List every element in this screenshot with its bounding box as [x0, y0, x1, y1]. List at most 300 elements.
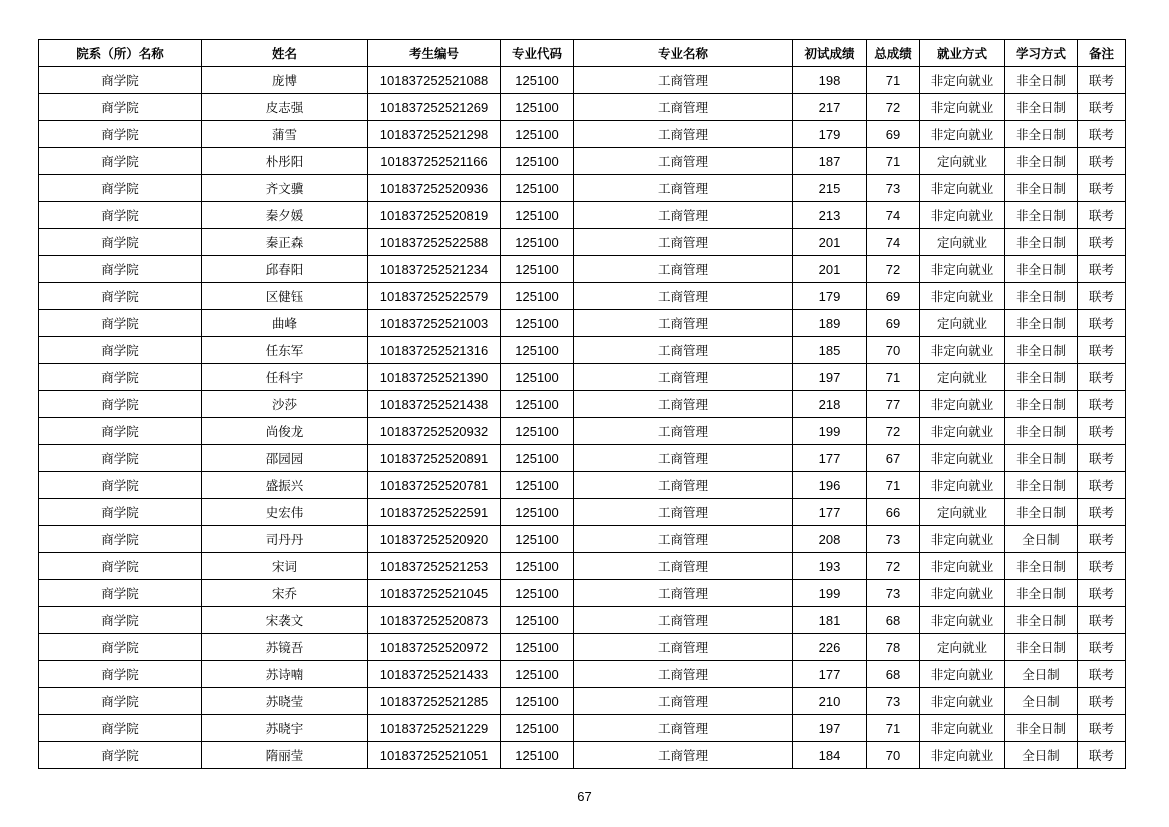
- column-header-major-name: 专业名称: [574, 40, 793, 67]
- column-header-prelim-score: 初试成绩: [793, 40, 867, 67]
- cell-major-code: 125100: [501, 148, 574, 175]
- cell-name: 区健钰: [202, 283, 368, 310]
- cell-candidate-id: 101837252520972: [368, 634, 501, 661]
- cell-name: 苏晓莹: [202, 688, 368, 715]
- cell-employment-type: 非定向就业: [920, 175, 1005, 202]
- cell-major-name: 工商管理: [574, 175, 793, 202]
- cell-name: 庞博: [202, 67, 368, 94]
- cell-study-mode: 非全日制: [1005, 121, 1078, 148]
- cell-total-score: 73: [867, 526, 920, 553]
- table-row: [39, 148, 1126, 175]
- cell-name: 苏诗喃: [202, 661, 368, 688]
- cell-total-score: 70: [867, 742, 920, 769]
- cell-study-mode: 非全日制: [1005, 364, 1078, 391]
- cell-employment-type: 非定向就业: [920, 418, 1005, 445]
- cell-candidate-id: 101837252521253: [368, 553, 501, 580]
- table-body: [39, 67, 1126, 769]
- table-row: [39, 229, 1126, 256]
- cell-total-score: 69: [867, 310, 920, 337]
- cell-prelim-score: 215: [793, 175, 867, 202]
- cell-study-mode: 非全日制: [1005, 553, 1078, 580]
- cell-total-score: 71: [867, 148, 920, 175]
- cell-major-name: 工商管理: [574, 580, 793, 607]
- cell-total-score: 67: [867, 445, 920, 472]
- cell-prelim-score: 218: [793, 391, 867, 418]
- cell-major-name: 工商管理: [574, 499, 793, 526]
- cell-study-mode: 全日制: [1005, 526, 1078, 553]
- cell-prelim-score: 201: [793, 256, 867, 283]
- cell-department: 商学院: [39, 202, 202, 229]
- table-row: [39, 580, 1126, 607]
- cell-major-name: 工商管理: [574, 526, 793, 553]
- cell-name: 宋袭文: [202, 607, 368, 634]
- cell-major-name: 工商管理: [574, 742, 793, 769]
- cell-total-score: 72: [867, 553, 920, 580]
- cell-major-name: 工商管理: [574, 67, 793, 94]
- cell-name: 苏镜吾: [202, 634, 368, 661]
- cell-candidate-id: 101837252521166: [368, 148, 501, 175]
- cell-name: 秦夕媛: [202, 202, 368, 229]
- cell-major-code: 125100: [501, 121, 574, 148]
- cell-employment-type: 非定向就业: [920, 445, 1005, 472]
- cell-candidate-id: 101837252521298: [368, 121, 501, 148]
- column-header-name: 姓名: [202, 40, 368, 67]
- cell-remarks: 联考: [1078, 418, 1126, 445]
- cell-name: 任东军: [202, 337, 368, 364]
- cell-candidate-id: 101837252521003: [368, 310, 501, 337]
- cell-study-mode: 非全日制: [1005, 67, 1078, 94]
- column-header-total-score: 总成绩: [867, 40, 920, 67]
- cell-major-code: 125100: [501, 310, 574, 337]
- cell-major-code: 125100: [501, 283, 574, 310]
- cell-employment-type: 非定向就业: [920, 121, 1005, 148]
- cell-remarks: 联考: [1078, 283, 1126, 310]
- cell-department: 商学院: [39, 688, 202, 715]
- cell-major-name: 工商管理: [574, 337, 793, 364]
- cell-name: 盛振兴: [202, 472, 368, 499]
- table-row: [39, 310, 1126, 337]
- cell-prelim-score: 193: [793, 553, 867, 580]
- cell-remarks: 联考: [1078, 553, 1126, 580]
- cell-remarks: 联考: [1078, 526, 1126, 553]
- table-row: [39, 499, 1126, 526]
- cell-employment-type: 非定向就业: [920, 742, 1005, 769]
- cell-total-score: 73: [867, 580, 920, 607]
- column-header-study-mode: 学习方式: [1005, 40, 1078, 67]
- cell-employment-type: 非定向就业: [920, 661, 1005, 688]
- cell-major-code: 125100: [501, 175, 574, 202]
- cell-name: 宋词: [202, 553, 368, 580]
- cell-name: 沙莎: [202, 391, 368, 418]
- table-row: [39, 445, 1126, 472]
- admission-list-table: [38, 39, 1126, 769]
- cell-candidate-id: 101837252521285: [368, 688, 501, 715]
- cell-study-mode: 非全日制: [1005, 580, 1078, 607]
- cell-candidate-id: 101837252520781: [368, 472, 501, 499]
- cell-prelim-score: 226: [793, 634, 867, 661]
- cell-remarks: 联考: [1078, 688, 1126, 715]
- cell-total-score: 78: [867, 634, 920, 661]
- cell-major-code: 125100: [501, 256, 574, 283]
- cell-major-name: 工商管理: [574, 202, 793, 229]
- cell-department: 商学院: [39, 742, 202, 769]
- cell-study-mode: 非全日制: [1005, 391, 1078, 418]
- cell-total-score: 73: [867, 175, 920, 202]
- cell-employment-type: 非定向就业: [920, 202, 1005, 229]
- table-row: [39, 553, 1126, 580]
- cell-study-mode: 全日制: [1005, 688, 1078, 715]
- cell-total-score: 68: [867, 607, 920, 634]
- cell-study-mode: 非全日制: [1005, 148, 1078, 175]
- cell-remarks: 联考: [1078, 742, 1126, 769]
- cell-total-score: 70: [867, 337, 920, 364]
- cell-employment-type: 非定向就业: [920, 94, 1005, 121]
- cell-candidate-id: 101837252521390: [368, 364, 501, 391]
- cell-name: 苏晓宇: [202, 715, 368, 742]
- column-header-remarks: 备注: [1078, 40, 1126, 67]
- cell-employment-type: 非定向就业: [920, 553, 1005, 580]
- cell-candidate-id: 101837252520873: [368, 607, 501, 634]
- cell-prelim-score: 198: [793, 67, 867, 94]
- cell-remarks: 联考: [1078, 310, 1126, 337]
- cell-employment-type: 非定向就业: [920, 688, 1005, 715]
- cell-name: 朴彤阳: [202, 148, 368, 175]
- cell-department: 商学院: [39, 472, 202, 499]
- cell-department: 商学院: [39, 175, 202, 202]
- cell-study-mode: 非全日制: [1005, 202, 1078, 229]
- cell-candidate-id: 101837252520891: [368, 445, 501, 472]
- cell-candidate-id: 101837252521316: [368, 337, 501, 364]
- table-row: [39, 202, 1126, 229]
- cell-remarks: 联考: [1078, 175, 1126, 202]
- cell-candidate-id: 101837252522579: [368, 283, 501, 310]
- cell-remarks: 联考: [1078, 121, 1126, 148]
- cell-remarks: 联考: [1078, 607, 1126, 634]
- cell-study-mode: 非全日制: [1005, 445, 1078, 472]
- cell-employment-type: 非定向就业: [920, 607, 1005, 634]
- cell-major-name: 工商管理: [574, 256, 793, 283]
- cell-major-name: 工商管理: [574, 661, 793, 688]
- cell-employment-type: 定向就业: [920, 148, 1005, 175]
- cell-name: 史宏伟: [202, 499, 368, 526]
- cell-candidate-id: 101837252522588: [368, 229, 501, 256]
- cell-study-mode: 非全日制: [1005, 418, 1078, 445]
- table-header-row: [39, 40, 1126, 67]
- cell-total-score: 66: [867, 499, 920, 526]
- cell-employment-type: 非定向就业: [920, 337, 1005, 364]
- cell-department: 商学院: [39, 580, 202, 607]
- cell-employment-type: 定向就业: [920, 364, 1005, 391]
- cell-department: 商学院: [39, 715, 202, 742]
- cell-remarks: 联考: [1078, 337, 1126, 364]
- cell-remarks: 联考: [1078, 148, 1126, 175]
- cell-department: 商学院: [39, 364, 202, 391]
- cell-total-score: 71: [867, 715, 920, 742]
- cell-remarks: 联考: [1078, 634, 1126, 661]
- cell-employment-type: 非定向就业: [920, 256, 1005, 283]
- cell-total-score: 71: [867, 67, 920, 94]
- cell-major-name: 工商管理: [574, 418, 793, 445]
- cell-candidate-id: 101837252521229: [368, 715, 501, 742]
- table-row: [39, 364, 1126, 391]
- cell-remarks: 联考: [1078, 202, 1126, 229]
- column-header-candidate-id: 考生编号: [368, 40, 501, 67]
- cell-prelim-score: 213: [793, 202, 867, 229]
- cell-employment-type: 非定向就业: [920, 580, 1005, 607]
- cell-study-mode: 非全日制: [1005, 607, 1078, 634]
- cell-major-name: 工商管理: [574, 364, 793, 391]
- cell-name: 尚俊龙: [202, 418, 368, 445]
- cell-major-name: 工商管理: [574, 283, 793, 310]
- cell-total-score: 72: [867, 94, 920, 121]
- cell-study-mode: 全日制: [1005, 742, 1078, 769]
- cell-employment-type: 非定向就业: [920, 283, 1005, 310]
- cell-name: 司丹丹: [202, 526, 368, 553]
- column-header-employment-type: 就业方式: [920, 40, 1005, 67]
- cell-major-code: 125100: [501, 553, 574, 580]
- table-row: [39, 337, 1126, 364]
- cell-candidate-id: 101837252521269: [368, 94, 501, 121]
- cell-name: 任科宇: [202, 364, 368, 391]
- cell-prelim-score: 177: [793, 499, 867, 526]
- table-row: [39, 121, 1126, 148]
- cell-total-score: 69: [867, 121, 920, 148]
- cell-prelim-score: 177: [793, 445, 867, 472]
- cell-major-code: 125100: [501, 472, 574, 499]
- cell-major-name: 工商管理: [574, 607, 793, 634]
- cell-prelim-score: 177: [793, 661, 867, 688]
- cell-employment-type: 非定向就业: [920, 67, 1005, 94]
- cell-employment-type: 非定向就业: [920, 391, 1005, 418]
- cell-candidate-id: 101837252520932: [368, 418, 501, 445]
- cell-major-code: 125100: [501, 202, 574, 229]
- cell-major-code: 125100: [501, 94, 574, 121]
- cell-candidate-id: 101837252522591: [368, 499, 501, 526]
- cell-prelim-score: 217: [793, 94, 867, 121]
- cell-department: 商学院: [39, 94, 202, 121]
- table-row: [39, 742, 1126, 769]
- cell-employment-type: 非定向就业: [920, 715, 1005, 742]
- cell-department: 商学院: [39, 121, 202, 148]
- table-row: [39, 634, 1126, 661]
- cell-candidate-id: 101837252521088: [368, 67, 501, 94]
- cell-total-score: 71: [867, 472, 920, 499]
- cell-major-code: 125100: [501, 526, 574, 553]
- cell-total-score: 72: [867, 418, 920, 445]
- cell-major-code: 125100: [501, 634, 574, 661]
- cell-employment-type: 定向就业: [920, 310, 1005, 337]
- cell-department: 商学院: [39, 337, 202, 364]
- cell-major-code: 125100: [501, 742, 574, 769]
- cell-name: 秦正森: [202, 229, 368, 256]
- cell-candidate-id: 101837252520920: [368, 526, 501, 553]
- table-row: [39, 67, 1126, 94]
- cell-remarks: 联考: [1078, 94, 1126, 121]
- cell-major-code: 125100: [501, 715, 574, 742]
- cell-major-name: 工商管理: [574, 121, 793, 148]
- cell-major-name: 工商管理: [574, 229, 793, 256]
- cell-candidate-id: 101837252520819: [368, 202, 501, 229]
- cell-department: 商学院: [39, 148, 202, 175]
- table-row: [39, 715, 1126, 742]
- cell-major-code: 125100: [501, 445, 574, 472]
- cell-department: 商学院: [39, 634, 202, 661]
- cell-study-mode: 非全日制: [1005, 94, 1078, 121]
- cell-major-name: 工商管理: [574, 688, 793, 715]
- cell-name: 宋乔: [202, 580, 368, 607]
- cell-prelim-score: 208: [793, 526, 867, 553]
- cell-prelim-score: 184: [793, 742, 867, 769]
- cell-major-name: 工商管理: [574, 94, 793, 121]
- cell-name: 邱春阳: [202, 256, 368, 283]
- cell-name: 蒲雪: [202, 121, 368, 148]
- cell-major-name: 工商管理: [574, 472, 793, 499]
- cell-department: 商学院: [39, 661, 202, 688]
- cell-study-mode: 非全日制: [1005, 283, 1078, 310]
- cell-candidate-id: 101837252521433: [368, 661, 501, 688]
- cell-candidate-id: 101837252521438: [368, 391, 501, 418]
- cell-prelim-score: 201: [793, 229, 867, 256]
- cell-name: 隋丽莹: [202, 742, 368, 769]
- table-row: [39, 661, 1126, 688]
- cell-remarks: 联考: [1078, 229, 1126, 256]
- cell-prelim-score: 185: [793, 337, 867, 364]
- cell-major-code: 125100: [501, 607, 574, 634]
- cell-prelim-score: 199: [793, 418, 867, 445]
- cell-major-code: 125100: [501, 337, 574, 364]
- cell-major-code: 125100: [501, 580, 574, 607]
- cell-study-mode: 非全日制: [1005, 634, 1078, 661]
- cell-remarks: 联考: [1078, 472, 1126, 499]
- table-row: [39, 472, 1126, 499]
- cell-employment-type: 非定向就业: [920, 472, 1005, 499]
- cell-department: 商学院: [39, 67, 202, 94]
- cell-remarks: 联考: [1078, 67, 1126, 94]
- cell-total-score: 69: [867, 283, 920, 310]
- cell-department: 商学院: [39, 499, 202, 526]
- cell-department: 商学院: [39, 607, 202, 634]
- cell-employment-type: 非定向就业: [920, 526, 1005, 553]
- cell-prelim-score: 189: [793, 310, 867, 337]
- cell-department: 商学院: [39, 256, 202, 283]
- cell-major-code: 125100: [501, 688, 574, 715]
- cell-name: 邵园园: [202, 445, 368, 472]
- cell-name: 齐文骥: [202, 175, 368, 202]
- cell-prelim-score: 179: [793, 283, 867, 310]
- cell-prelim-score: 197: [793, 715, 867, 742]
- cell-remarks: 联考: [1078, 256, 1126, 283]
- cell-study-mode: 非全日制: [1005, 229, 1078, 256]
- table-row: [39, 418, 1126, 445]
- cell-study-mode: 非全日制: [1005, 337, 1078, 364]
- cell-department: 商学院: [39, 283, 202, 310]
- cell-major-code: 125100: [501, 364, 574, 391]
- cell-prelim-score: 199: [793, 580, 867, 607]
- cell-candidate-id: 101837252521234: [368, 256, 501, 283]
- cell-major-name: 工商管理: [574, 715, 793, 742]
- cell-prelim-score: 187: [793, 148, 867, 175]
- cell-major-code: 125100: [501, 229, 574, 256]
- cell-major-code: 125100: [501, 391, 574, 418]
- table-row: [39, 283, 1126, 310]
- column-header-major-code: 专业代码: [501, 40, 574, 67]
- cell-study-mode: 非全日制: [1005, 715, 1078, 742]
- cell-study-mode: 非全日制: [1005, 499, 1078, 526]
- cell-study-mode: 非全日制: [1005, 256, 1078, 283]
- cell-remarks: 联考: [1078, 364, 1126, 391]
- cell-total-score: 68: [867, 661, 920, 688]
- cell-department: 商学院: [39, 418, 202, 445]
- cell-total-score: 77: [867, 391, 920, 418]
- cell-study-mode: 非全日制: [1005, 175, 1078, 202]
- cell-prelim-score: 196: [793, 472, 867, 499]
- cell-total-score: 72: [867, 256, 920, 283]
- cell-major-name: 工商管理: [574, 148, 793, 175]
- cell-name: 曲峰: [202, 310, 368, 337]
- cell-major-name: 工商管理: [574, 553, 793, 580]
- table-row: [39, 175, 1126, 202]
- cell-remarks: 联考: [1078, 499, 1126, 526]
- cell-major-code: 125100: [501, 499, 574, 526]
- cell-employment-type: 定向就业: [920, 634, 1005, 661]
- cell-department: 商学院: [39, 553, 202, 580]
- cell-candidate-id: 101837252521051: [368, 742, 501, 769]
- cell-study-mode: 非全日制: [1005, 472, 1078, 499]
- table-row: [39, 607, 1126, 634]
- cell-employment-type: 定向就业: [920, 229, 1005, 256]
- table-row: [39, 391, 1126, 418]
- cell-prelim-score: 181: [793, 607, 867, 634]
- cell-remarks: 联考: [1078, 445, 1126, 472]
- cell-employment-type: 定向就业: [920, 499, 1005, 526]
- cell-major-name: 工商管理: [574, 445, 793, 472]
- cell-total-score: 74: [867, 229, 920, 256]
- cell-major-name: 工商管理: [574, 634, 793, 661]
- cell-department: 商学院: [39, 445, 202, 472]
- cell-remarks: 联考: [1078, 580, 1126, 607]
- cell-name: 皮志强: [202, 94, 368, 121]
- cell-prelim-score: 179: [793, 121, 867, 148]
- cell-major-code: 125100: [501, 418, 574, 445]
- cell-prelim-score: 210: [793, 688, 867, 715]
- cell-prelim-score: 197: [793, 364, 867, 391]
- cell-total-score: 74: [867, 202, 920, 229]
- cell-candidate-id: 101837252521045: [368, 580, 501, 607]
- cell-major-name: 工商管理: [574, 391, 793, 418]
- cell-major-name: 工商管理: [574, 310, 793, 337]
- cell-study-mode: 非全日制: [1005, 310, 1078, 337]
- table-row: [39, 94, 1126, 121]
- cell-total-score: 71: [867, 364, 920, 391]
- cell-major-code: 125100: [501, 67, 574, 94]
- column-header-department: 院系（所）名称: [39, 40, 202, 67]
- table-row: [39, 526, 1126, 553]
- cell-remarks: 联考: [1078, 715, 1126, 742]
- cell-remarks: 联考: [1078, 661, 1126, 688]
- cell-total-score: 73: [867, 688, 920, 715]
- cell-department: 商学院: [39, 229, 202, 256]
- table-row: [39, 256, 1126, 283]
- cell-department: 商学院: [39, 310, 202, 337]
- table-row: [39, 688, 1126, 715]
- cell-remarks: 联考: [1078, 391, 1126, 418]
- cell-major-code: 125100: [501, 661, 574, 688]
- cell-candidate-id: 101837252520936: [368, 175, 501, 202]
- page-number: 67: [577, 789, 592, 804]
- cell-study-mode: 全日制: [1005, 661, 1078, 688]
- cell-department: 商学院: [39, 391, 202, 418]
- cell-department: 商学院: [39, 526, 202, 553]
